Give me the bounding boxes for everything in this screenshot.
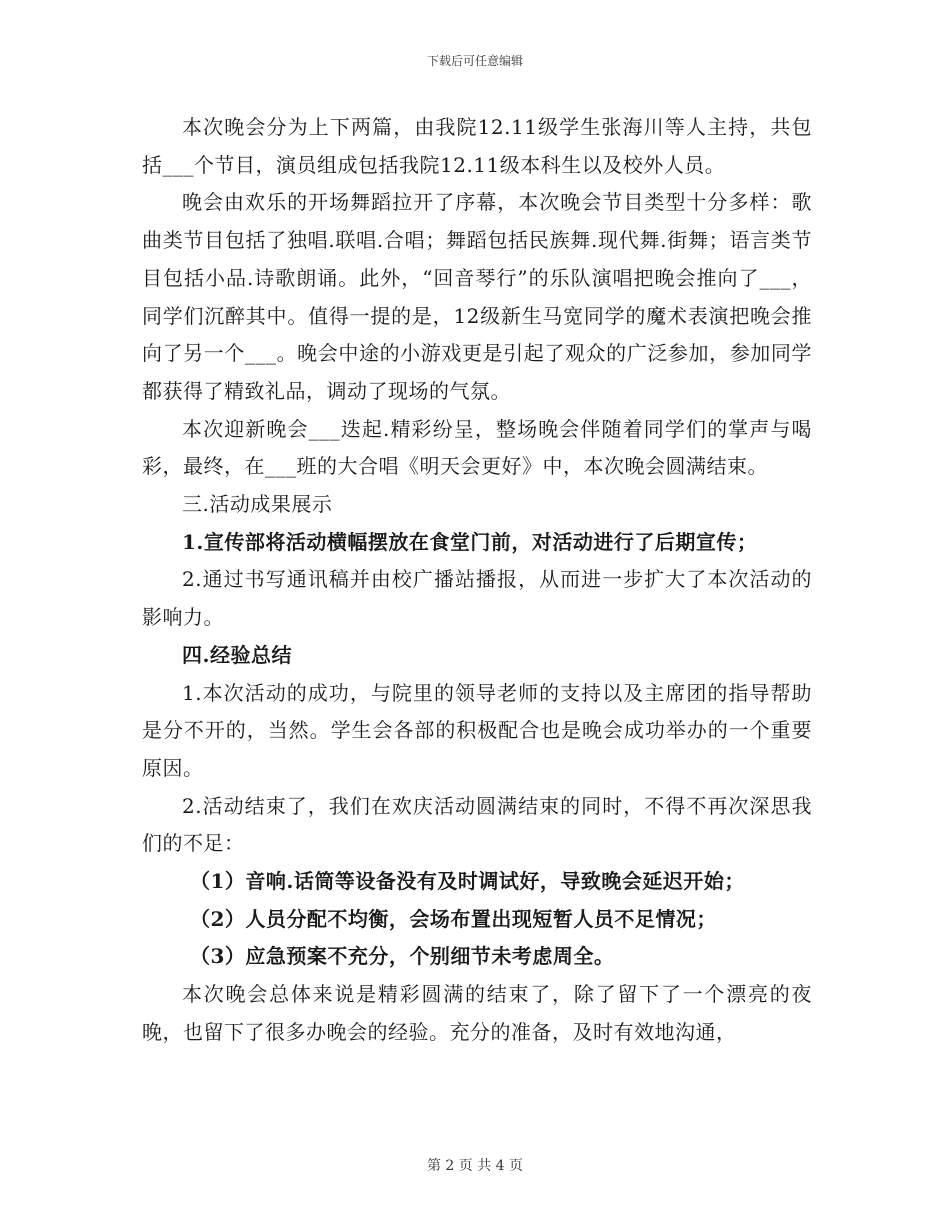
- results-item-1: 1.宣传部将活动横幅摆放在食堂门前，对活动进行了后期宣传；: [182, 529, 758, 554]
- summary-item-1: 1.本次活动的成功，与院里的领导老师的支持以及主席团的指导帮助是分不开的，当然。学生会各部的积极配合也是晚会成功举办的一个重要原因。: [142, 680, 812, 780]
- paragraph-finale: 本次迎新晚会___迭起.精彩纷呈，整场晚会伴随着同学们的掌声与喝彩，最终，在___班的大合唱《明天会更好》中，本次晚会圆满结束。: [142, 416, 812, 479]
- document-body: [142, 109, 812, 1052]
- section-heading-results: 三.活动成果展示: [182, 492, 333, 517]
- page-footer: 第 2 页 共 4 页: [426, 1158, 524, 1174]
- results-item-2: 2.通过书写通讯稿并由校广播站播报，从而进一步扩大了本次活动的影响力。: [142, 567, 812, 630]
- page-header: 下载后可任意编辑: [426, 54, 523, 68]
- section-heading-summary: 四.经验总结: [182, 642, 292, 667]
- shortcoming-item-1: （1）音响.话筒等设备没有及时调试好，导致晚会延迟开始；: [190, 869, 745, 894]
- paragraph-program-types: 晚会由欢乐的开场舞蹈拉开了序幕，本次晚会节目类型十分多样：歌曲类节目包括了独唱.联唱.合唱；舞蹈包括民族舞.现代舞.街舞；语言类节目包括小品.诗歌朗诵。此外，“回音琴行”的乐队演唱把晚会推向了___，同学们沉醉其中。值得一提的是，12级新生马宽同学的魔术表演把晚会推向了另一个___。晚会中途的小游戏更是引起了观众的广泛参加，参加同学都获得了精致礼品，调动了现场的气氛。: [142, 190, 812, 403]
- shortcoming-item-2: （2）人员分配不均衡，会场布置出现短暂人员不足情况；: [190, 906, 717, 931]
- paragraph-hosts-program-count: 本次晚会分为上下两篇，由我院12.11级学生张海川等人主持，共包括___个节目，演员组成包括我院12.11级本科生以及校外人员。: [142, 115, 812, 177]
- paragraph-conclusion: 本次晚会总体来说是精彩圆满的结束了，除了留下了一个漂亮的夜晚，也留下了很多办晚会的经验。充分的准备，及时有效地沟通，: [142, 982, 812, 1044]
- summary-item-2: 2.活动结束了，我们在欢庆活动圆满结束的同时，不得不再次深思我们的不足：: [142, 793, 812, 856]
- shortcoming-item-3: （3）应急预案不充分，个别细节未考虑周全。: [190, 944, 615, 969]
